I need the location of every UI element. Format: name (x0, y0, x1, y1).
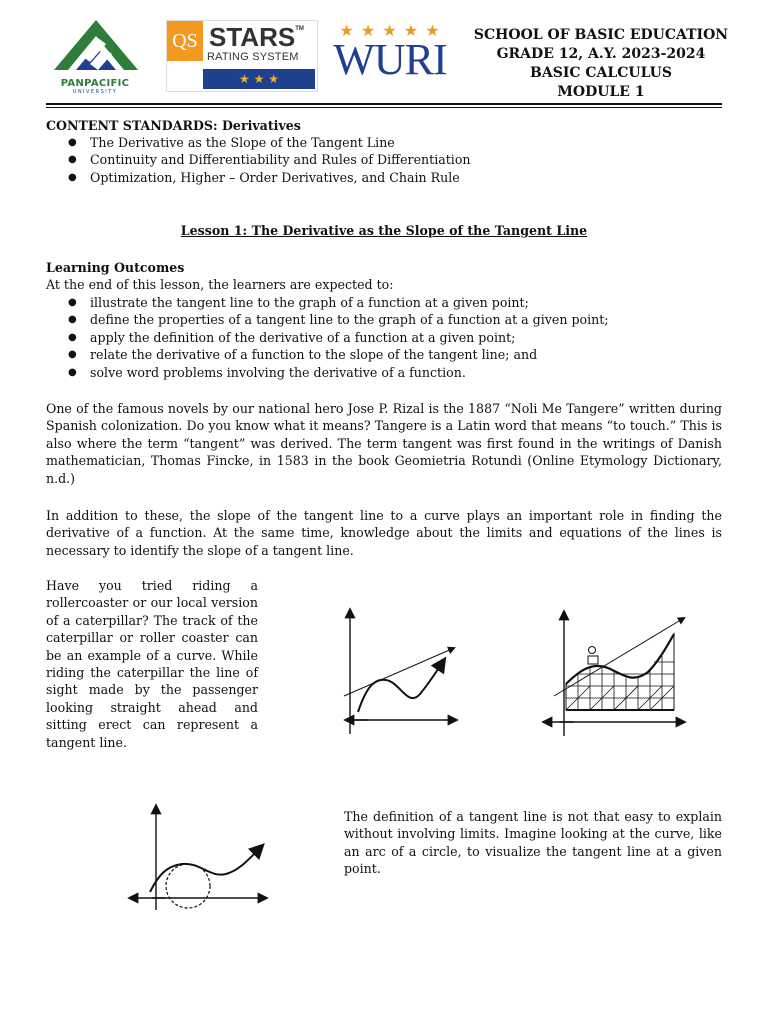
slope-paragraph: In addition to these, the slope of the tangent line to a curve plays an important role in finding the derivative of a function. At the same time, knowledge about the limits and equations of the lines is necessary to identify the slope of a tangent line. (46, 508, 722, 558)
list-item: ● apply the definition of the derivative of a function at a given point; (46, 329, 726, 346)
cart (588, 656, 598, 664)
learning-outcomes-list (46, 294, 726, 381)
panpacific-emblem-icon (46, 14, 144, 74)
subject-name: BASIC CALCULUS (530, 65, 672, 81)
curve (150, 846, 262, 892)
curve (358, 660, 444, 712)
wuri-wordmark: WURI (333, 35, 447, 84)
wuri-stars-icon: ★ ★ ★ ★ ★ (339, 21, 441, 40)
list-item: ● Optimization, Higher – Order Derivatives, and Chain Rule (46, 169, 726, 186)
qs-title: STARS™ (209, 22, 304, 52)
lesson-title: Lesson 1: The Derivative as the Slope of the Tangent Line (180, 223, 588, 238)
rizal-paragraph: One of the famous novels by our national hero Jose P. Rizal is the 1887 “Noli Me Tangere” written during Spanish colonization. Do you know what it means? Tangere is a Latin word that means “to touch.” This is also where the term “tangent” was derived. The term tangent was first found in the writings of Danish mathematician, Thomas Fincke, in 1583 in the book Geomietria Rotundi (Online Etymology Dictionary, n.d.) (46, 401, 722, 486)
content-standards-list (46, 134, 726, 186)
wuri-logo (326, 21, 454, 84)
school-name: SCHOOL OF BASIC EDUCATION (473, 27, 729, 43)
header-divider (46, 103, 722, 105)
tangent-line-figure (338, 604, 462, 738)
qs-stars-logo (166, 20, 318, 92)
module-label: MODULE 1 (557, 84, 645, 100)
learning-outcomes-intro: At the end of this lesson, the learners are expected to: (46, 277, 394, 292)
qs-badge: QS (167, 21, 203, 61)
list-item: ● relate the derivative of a function to the slope of the tangent line; and (46, 346, 726, 363)
rollercoaster-paragraph: Have you tried riding a rollercoaster or our local version of a caterpillar? The track of the caterpillar or roller coaster can be an example of a curve. While riding the caterpillar the line of sight made by the passenger looking straight ahead and sitting erect can represent a tangent line. (46, 578, 258, 750)
panpacific-name: PANPACIFIC (60, 78, 130, 89)
panpacific-subname: UNIVERSITY (72, 89, 118, 95)
list-item: ● solve word problems involving the derivative of a function. (46, 364, 726, 381)
list-item: ● The Derivative as the Slope of the Tangent Line (46, 134, 726, 151)
school-header (456, 26, 746, 102)
passenger-icon (589, 647, 596, 654)
learning-outcomes-title: Learning Outcomes (46, 260, 185, 275)
panpacific-logo (46, 14, 144, 95)
list-item: ● illustrate the tangent line to the graph of a function at a given point; (46, 294, 726, 311)
header-divider-thin (46, 107, 722, 108)
qs-subtitle: RATING SYSTEM (207, 51, 299, 63)
list-item: ● Continuity and Differentiability and Rules of Differentiation (46, 151, 726, 168)
circle-tangent-figure (126, 802, 276, 914)
qs-stars-icon: ★ ★ ★ (239, 72, 279, 86)
osculating-circle (166, 864, 210, 908)
grade-year: GRADE 12, A.Y. 2023-2024 (496, 46, 706, 62)
tangent-definition-paragraph: The definition of a tangent line is not that easy to explain without involving limits. Imagine looking at the curve, like an arc of a circle, to visualize the tangent line at a given point. (344, 809, 722, 877)
content-standards-title: CONTENT STANDARDS: Derivatives (46, 118, 301, 133)
list-item: ● define the properties of a tangent line to the graph of a function at a given point; (46, 311, 726, 328)
rollercoaster-figure (534, 604, 692, 740)
track-structure (566, 634, 674, 710)
